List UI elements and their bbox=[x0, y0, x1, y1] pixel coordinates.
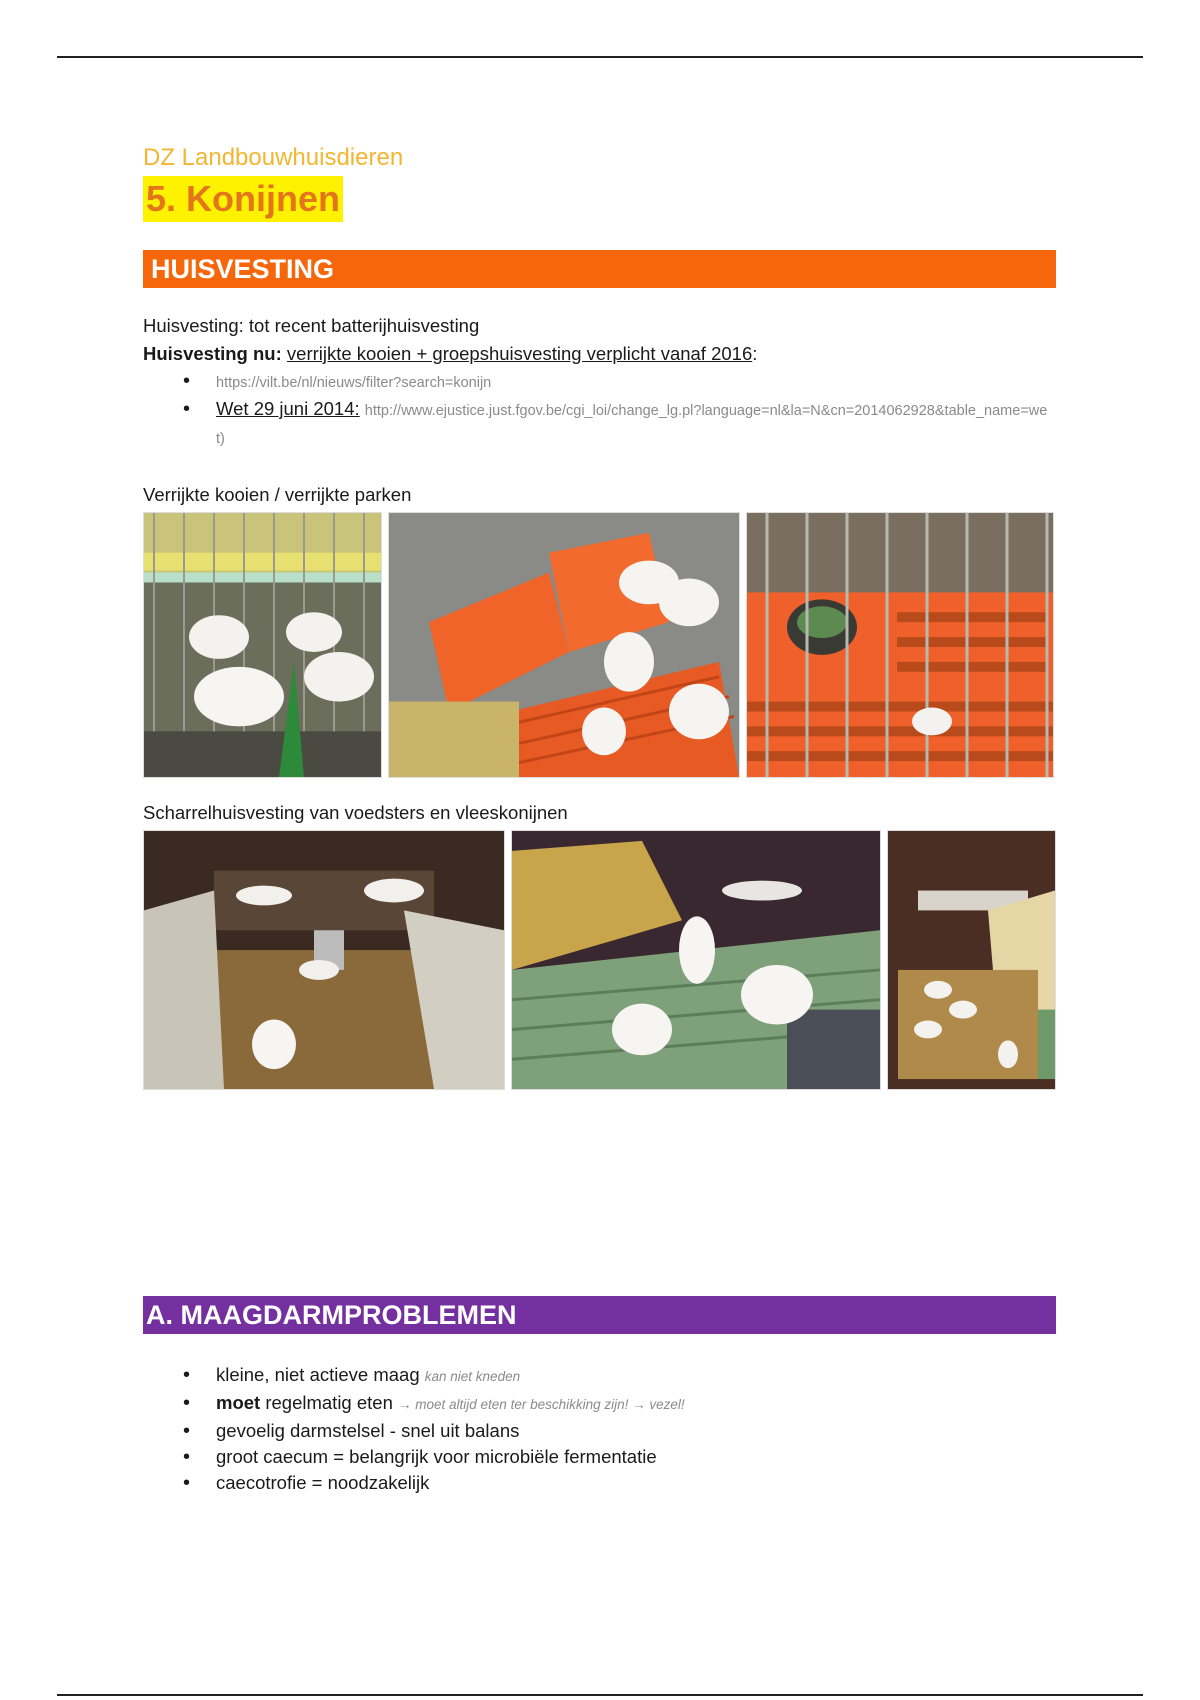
document-content bbox=[143, 144, 1056, 1496]
photo-row-enriched-cages bbox=[143, 512, 1056, 778]
bottom-rule bbox=[57, 1694, 1143, 1696]
huisvesting-line-2 bbox=[143, 340, 1056, 368]
list-item bbox=[183, 368, 1056, 396]
list-item bbox=[183, 396, 1056, 452]
maagdarm-list bbox=[143, 1362, 1056, 1496]
law-label: Wet 29 juni 2014: bbox=[216, 398, 360, 419]
narrow-pen-with-straw-photo bbox=[887, 830, 1056, 1090]
gallery-caption-free-range: Scharrelhuisvesting van voedsters en vleeskonijnen bbox=[143, 802, 568, 823]
list-item bbox=[183, 1470, 1056, 1496]
huisvesting-now-text: verrijkte kooien + groepshuisvesting verplicht vanaf 2016 bbox=[286, 343, 753, 364]
huisvesting-line-1: Huisvesting: tot recent batterijhuisvesting bbox=[143, 315, 480, 336]
bullet-text: gevoelig darmstelsel - snel uit balans bbox=[216, 1420, 520, 1441]
huisvesting-links-list bbox=[143, 368, 1056, 452]
rabbits-in-enriched-cage-photo bbox=[143, 512, 382, 778]
photo-row-free-range bbox=[143, 830, 1056, 1090]
bullet-note: kan niet kneden bbox=[424, 1369, 521, 1384]
bullet-note: → moet altijd eten ter beschikking zijn! → vezel! bbox=[398, 1397, 685, 1412]
vilt-link[interactable]: https://vilt.be/nl/nieuws/filter?search=konijn bbox=[216, 375, 492, 391]
bullet-text: regelmatig eten bbox=[260, 1392, 399, 1413]
chapter-title: 5. Konijnen bbox=[143, 176, 343, 222]
green-slatted-floor-with-hay-rack-photo bbox=[511, 830, 881, 1090]
top-rule bbox=[57, 56, 1143, 58]
bullet-text: caecotrofie = noodzakelijk bbox=[216, 1472, 430, 1493]
bullet-bold-word: moet bbox=[216, 1392, 261, 1413]
straw-pen-with-rabbits-photo bbox=[143, 830, 505, 1090]
section-heading-huisvesting: HUISVESTING bbox=[143, 250, 1056, 288]
section-heading-maagdarmproblemen: A. MAAGDARMPROBLEMEN bbox=[143, 1296, 1056, 1334]
rabbits-on-orange-platforms-photo bbox=[388, 512, 740, 778]
list-item bbox=[183, 1362, 1056, 1390]
huisvesting-text bbox=[143, 312, 1056, 452]
bullet-text: kleine, niet actieve maag bbox=[216, 1364, 425, 1385]
bullet-text: groot caecum = belangrijk voor microbiële fermentatie bbox=[216, 1446, 657, 1467]
huisvesting-now-label: Huisvesting nu: bbox=[143, 343, 282, 364]
list-item bbox=[183, 1444, 1056, 1470]
subject-title: DZ Landbouwhuisdieren bbox=[143, 144, 404, 171]
gallery-caption-enriched-cages: Verrijkte kooien / verrijkte parken bbox=[143, 484, 412, 505]
list-item bbox=[183, 1390, 1056, 1418]
ejustice-link[interactable]: http://www.ejustice.just.fgov.be/cgi_loi/change_lg.pl?language=nl&la=N&cn=2014062928&table_name=wet) bbox=[216, 403, 1048, 447]
orange-floor-cage-with-feeder-photo bbox=[746, 512, 1054, 778]
list-item bbox=[183, 1418, 1056, 1444]
punctuation: : bbox=[752, 343, 758, 364]
